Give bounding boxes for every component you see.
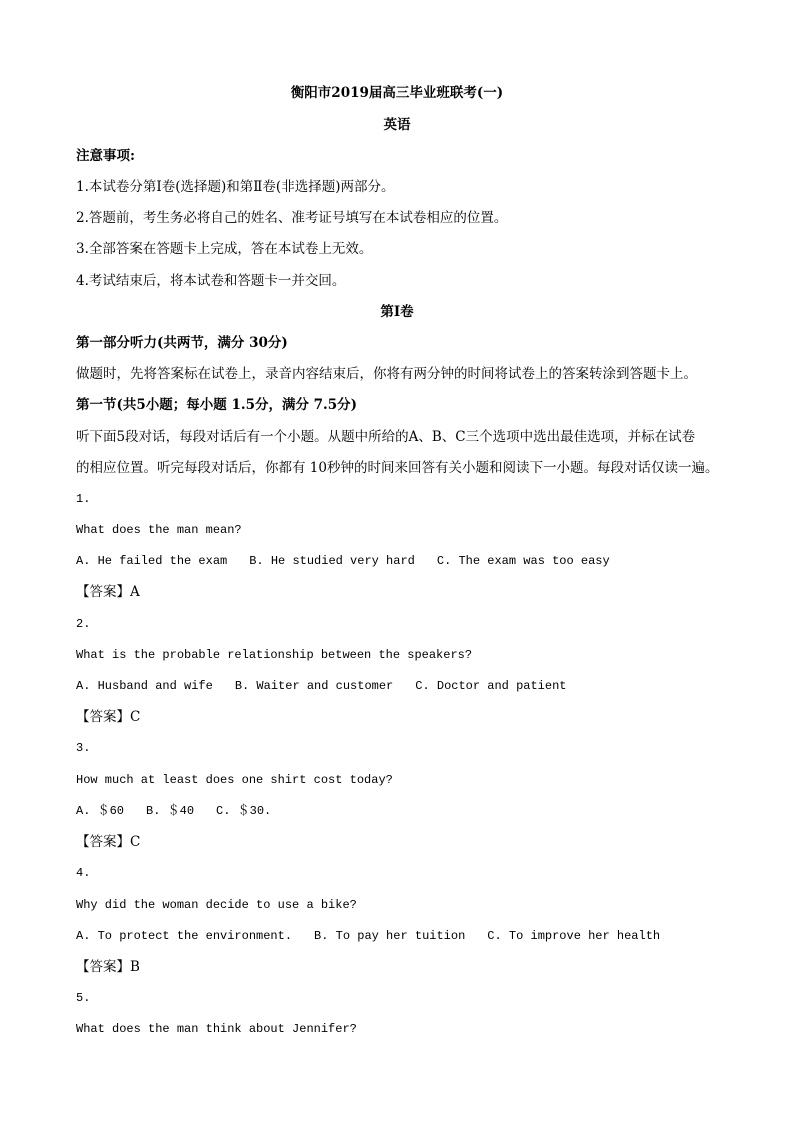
- part-heading: 第一部分听力(共两节，满分 30分): [76, 335, 288, 351]
- question-options: [76, 927, 660, 945]
- option-c: C. ＄30.: [216, 804, 272, 818]
- section-instruction: 听下面5段对话，每段对话后有一个小题。从题中所给的A、B、C三个选项中选出最佳选项，并标在试卷: [76, 429, 696, 445]
- answer-label: 【答案】C: [76, 834, 141, 850]
- part-instruction: 做题时，先将答案标在试卷上，录音内容结束后，你将有两分钟的时间将试卷上的答案转涂到答题卡上。: [76, 366, 697, 382]
- question-number: 4.: [76, 866, 91, 880]
- exam-title: 衡阳市2019届高三毕业班联考(一): [290, 85, 504, 101]
- question-number: 3.: [76, 741, 91, 755]
- option-b: B. Waiter and customer: [234, 679, 394, 693]
- notice-item: 3.全部答案在答题卡上完成，答在本试卷上无效。: [76, 241, 373, 257]
- question-options: [76, 677, 567, 695]
- option-b: B. To pay her tuition: [314, 929, 466, 943]
- question-options: [76, 552, 610, 570]
- notice-item: 2.答题前，考生务必将自己的姓名、准考证号填写在本试卷相应的位置。: [76, 210, 508, 226]
- notice-heading: 注意事项:: [76, 148, 135, 164]
- question-options: [76, 802, 271, 820]
- section-heading: 第一节(共5小题；每小题 1.5分，满分 7.5分): [76, 397, 358, 413]
- volume-title: 第Ⅰ卷: [380, 304, 414, 320]
- question-text: What does the man think about Jennifer?: [76, 1022, 357, 1036]
- option-b: B. ＄40: [146, 804, 195, 818]
- question-text: What is the probable relationship between the speakers?: [76, 648, 473, 662]
- question-number: 5.: [76, 991, 91, 1005]
- question-text: What does the man mean?: [76, 523, 242, 537]
- option-a: A. He failed the exam: [76, 554, 228, 568]
- answer-label: 【答案】C: [76, 709, 141, 725]
- option-a: A. Husband and wife: [76, 679, 213, 693]
- section-instruction: 的相应位置。听完每段对话后，你都有 10秒钟的时间来回答有关小题和阅读下一小题。每段对话仅读一遍。: [76, 460, 719, 476]
- subject-title: 英语: [383, 117, 411, 133]
- option-a: A. To protect the environment.: [76, 929, 293, 943]
- option-c: C. Doctor and patient: [415, 679, 567, 693]
- question-number: 1.: [76, 492, 91, 506]
- notice-item: 1.本试卷分第Ⅰ卷(选择题)和第Ⅱ卷(非选择题)两部分。: [76, 179, 395, 195]
- question-text: How much at least does one shirt cost today?: [76, 773, 393, 787]
- option-c: C. The exam was too easy: [436, 554, 610, 568]
- answer-label: 【答案】B: [76, 959, 140, 975]
- answer-label: 【答案】A: [76, 584, 140, 600]
- option-c: C. To improve her health: [487, 929, 661, 943]
- option-a: A. ＄60: [76, 804, 125, 818]
- question-number: 2.: [76, 617, 91, 631]
- notice-item: 4.考试结束后，将本试卷和答题卡一并交回。: [76, 273, 346, 289]
- question-text: Why did the woman decide to use a bike?: [76, 898, 357, 912]
- option-b: B. He studied very hard: [249, 554, 415, 568]
